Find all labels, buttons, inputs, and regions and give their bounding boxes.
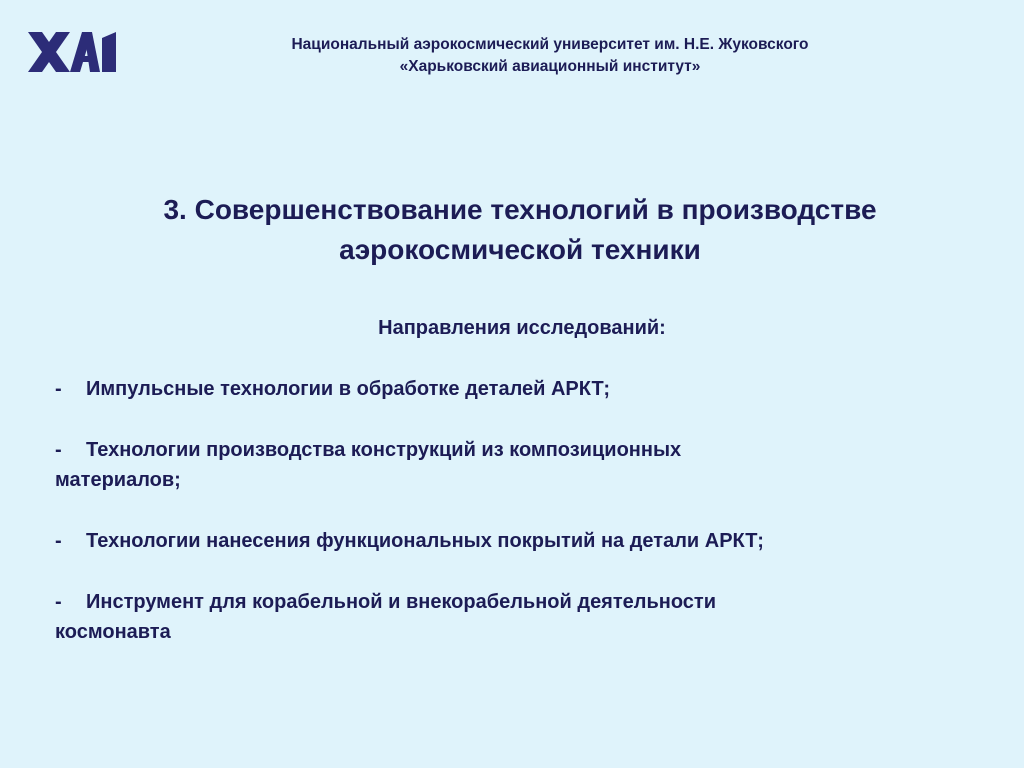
university-header <box>170 34 930 78</box>
list-bullet: - <box>55 439 62 461</box>
research-directions-heading: Направления исследований: <box>378 317 666 339</box>
list-item-continuation: космонавта <box>55 621 171 643</box>
list-bullet: - <box>55 378 62 400</box>
header-line-2: «Харьковский авиационный институт» <box>399 58 701 75</box>
university-logo <box>26 30 118 74</box>
research-directions-list <box>55 374 995 647</box>
slide-title <box>40 190 1000 270</box>
list-bullet: - <box>55 591 62 613</box>
list-item <box>55 587 995 647</box>
list-item <box>55 435 995 495</box>
list-bullet: - <box>55 530 62 552</box>
list-item <box>55 526 995 556</box>
list-item <box>55 374 995 404</box>
list-item-text: Технологии нанесения функциональных покрытий на детали АРКТ; <box>86 530 764 552</box>
list-item-text: Импульсные технологии в обработке деталей АРКТ; <box>86 378 611 400</box>
list-item-continuation: материалов; <box>55 469 181 491</box>
header-line-1: Национальный аэрокосмический университет им. Н.Е. Жуковского <box>291 36 809 53</box>
list-item-text: Инструмент для корабельной и внекорабельной деятельности <box>86 591 717 613</box>
title-line-1: 3. Совершенствование технологий в производстве <box>163 194 877 225</box>
title-line-2: аэрокосмической техники <box>339 234 701 265</box>
list-item-text: Технологии производства конструкций из композиционных <box>86 439 682 461</box>
